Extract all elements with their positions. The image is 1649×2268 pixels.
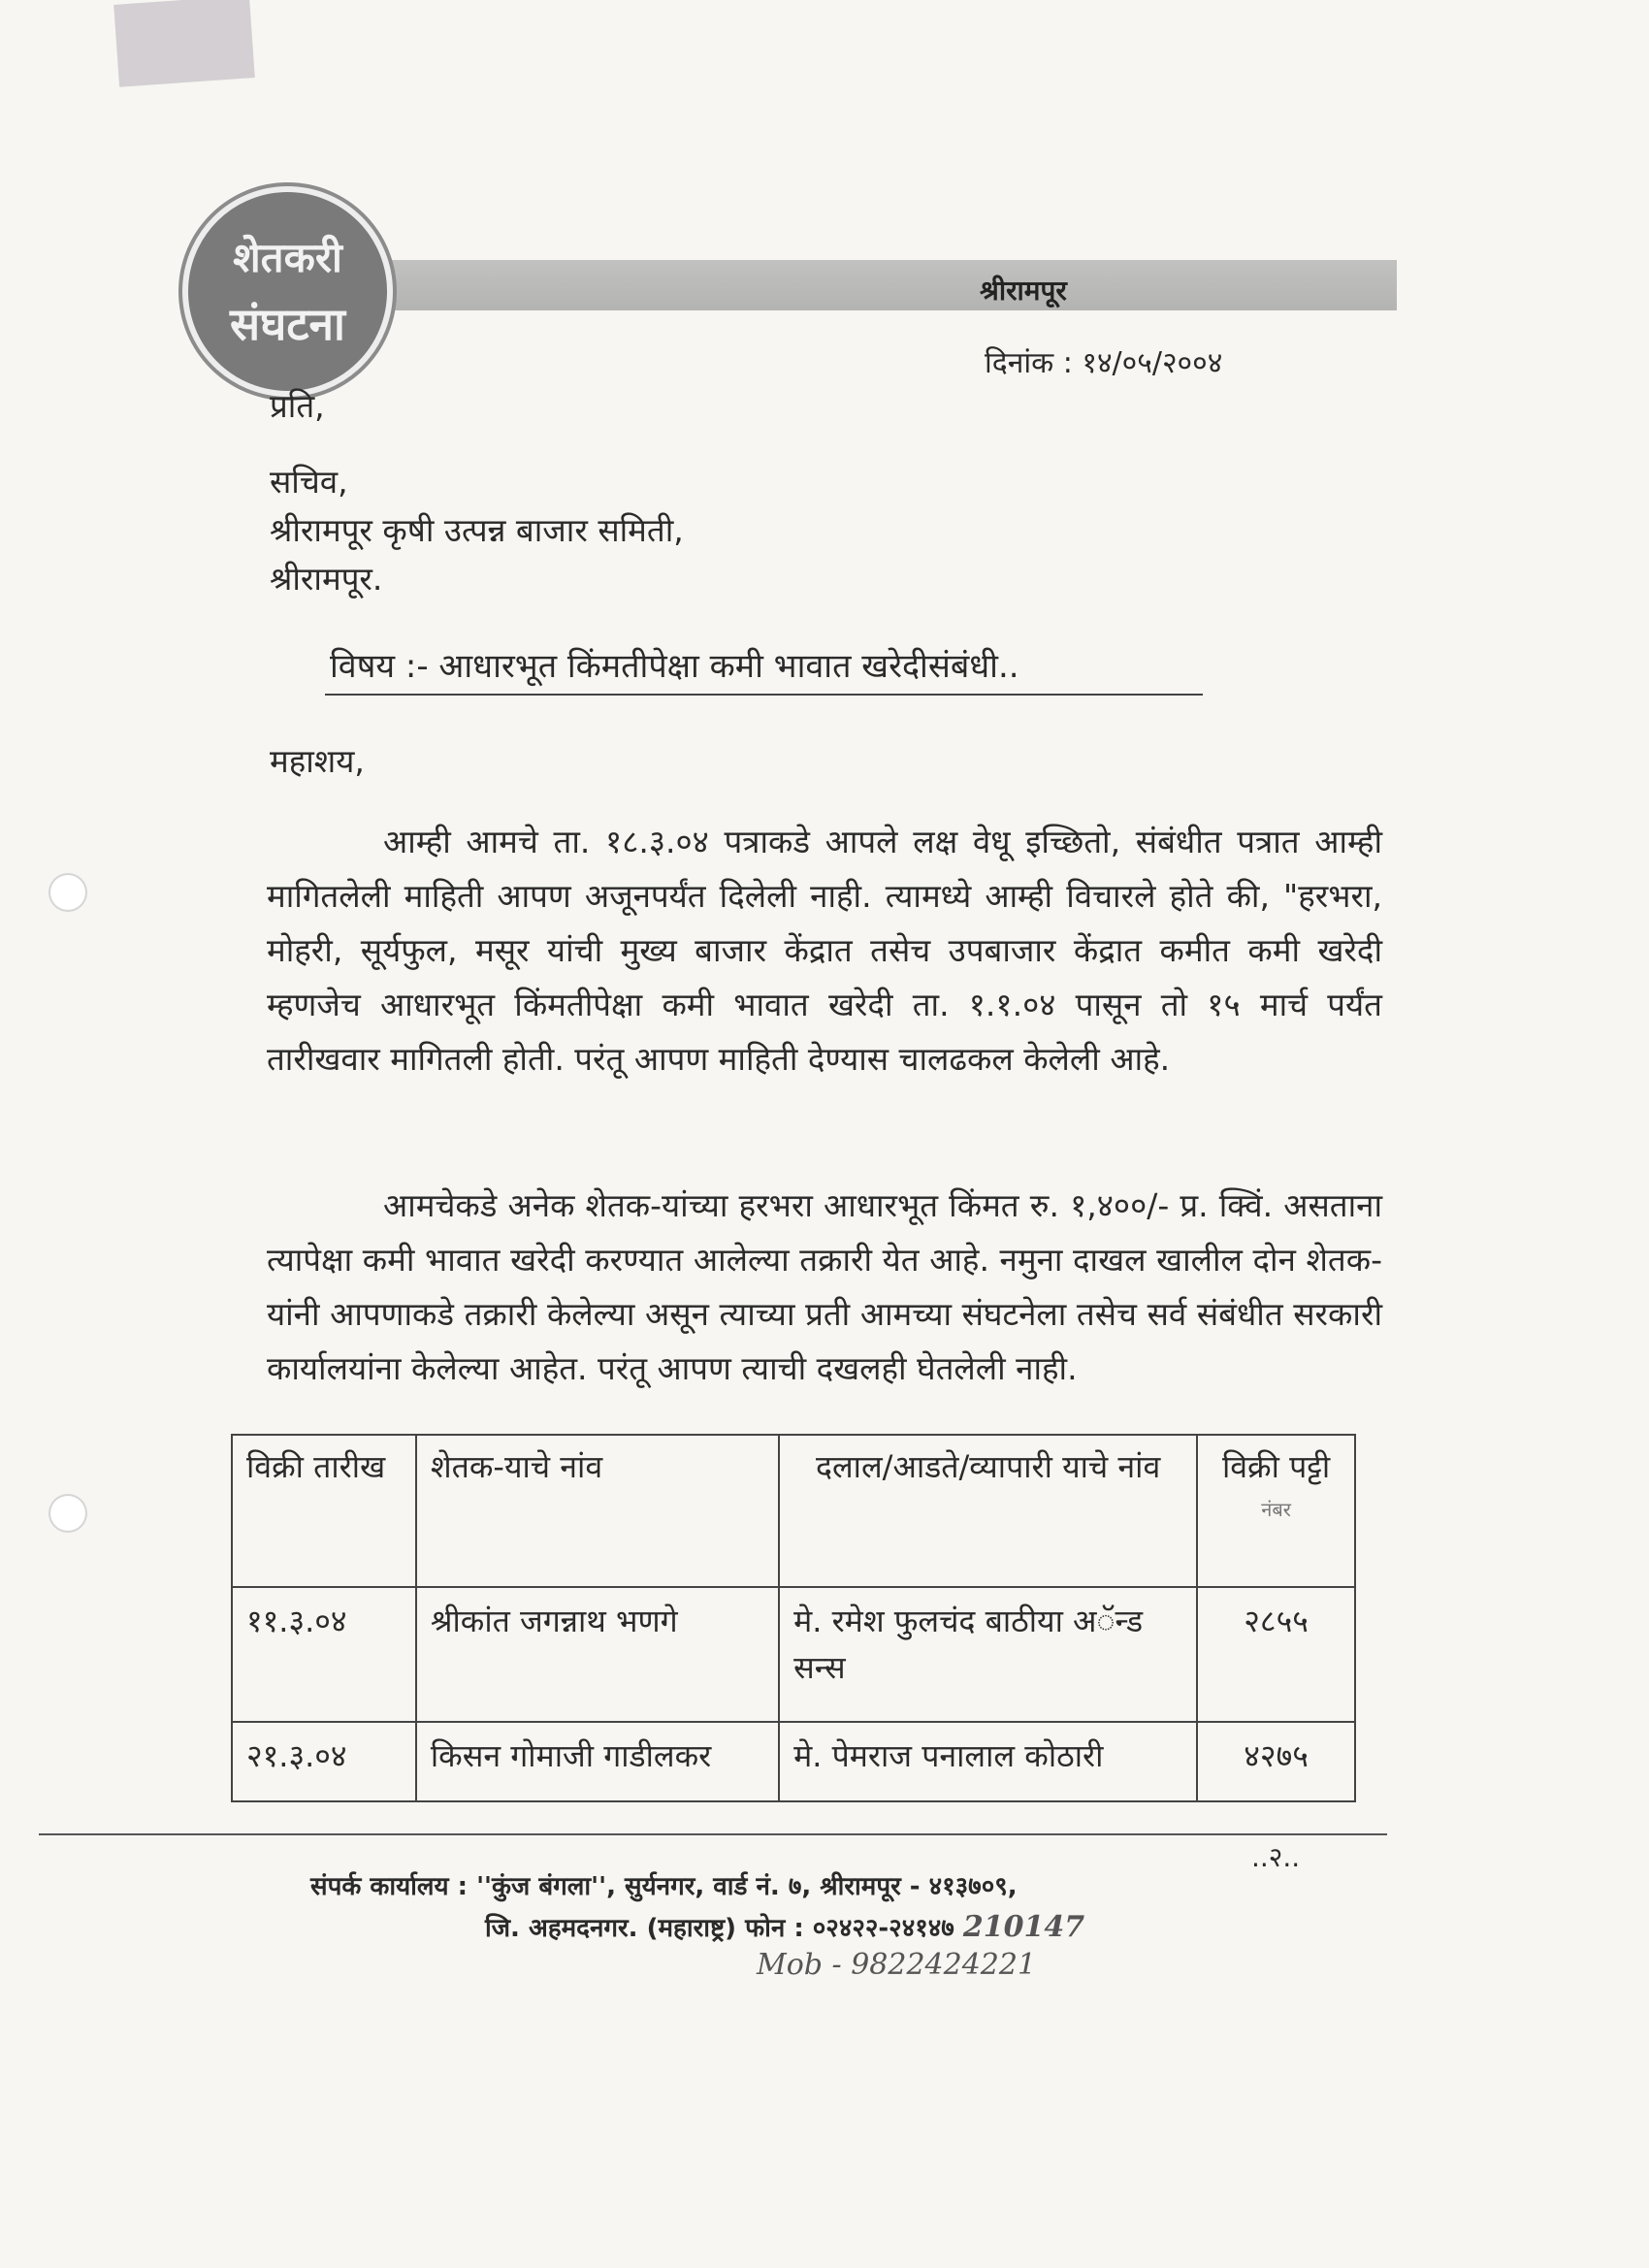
footer-address: संपर्क कार्यालय : ''कुंज बंगला'', सुर्यनगर, वार्ड नं. ७, श्रीरामपूर - ४१३७०९, [310, 1872, 1018, 1901]
sales-table [231, 1434, 1356, 1802]
header-receipt [1197, 1435, 1355, 1587]
footer-phone-printed: जि. अहमदनगर. (महाराष्ट्र) फोन : ०२४२२-२४१४७ [485, 1914, 954, 1943]
header-receipt-sub: नंबर [1261, 1498, 1291, 1521]
footer-phone [485, 1909, 1455, 1944]
table-header-row [232, 1435, 1355, 1587]
punch-hole [48, 873, 87, 912]
cell-farmer: श्रीकांत जगन्नाथ भणगे [416, 1587, 779, 1722]
adhesive-tape [113, 0, 255, 87]
letterhead-band [388, 260, 1397, 310]
letterhead-place: श्रीरामपूर [980, 275, 1067, 307]
table-row [232, 1587, 1355, 1722]
header-trader-name: दलाल/आडते/व्यापारी याचे नांव [779, 1435, 1197, 1587]
organization-seal-logo: शेतकरी संघटना [182, 186, 393, 397]
handwritten-mobile: Mob - 9822424221 [757, 1948, 1037, 1982]
letter-date: दिनांक : १४/०५/२००४ [985, 346, 1223, 380]
footer-divider [39, 1833, 1387, 1835]
recipient-org: श्रीरामपूर कृषी उत्पन्न बाजार समिती, [270, 511, 684, 549]
punch-hole [48, 1494, 87, 1533]
salutation: महाशय, [270, 742, 365, 780]
table-row [232, 1722, 1355, 1801]
cell-farmer: किसन गोमाजी गाडीलकर [416, 1722, 779, 1801]
body-paragraph-2: आमचेकडे अनेक शेतक-यांच्या हरभरा आधारभूत किंमत रु. १,४००/- प्र. क्विं. असताना त्यापेक्षा कमी भावात खरेदी करण्यात आलेल्या तक्रारी येत आहे. नमुना दाखल खालील दोन शेतक-यांनी आपणाकडे तक्रारी केलेल्या असून त्याच्या प्रती आमच्या संघटनेला तसेच सर्व संबंधीत सरकारी कार्यालयांना केलेल्या आहेत. परंतू आपण त्याची दखलही घेतलेली नाही. [267, 1186, 1382, 1387]
continued-marker: ..२.. [1251, 1841, 1301, 1873]
cell-trader: मे. पेमराज पनालाल कोठारी [779, 1722, 1197, 1801]
header-receipt-label: विक्री पट्टी [1221, 1448, 1331, 1485]
body-paragraph-1: आम्ही आमचे ता. १८.३.०४ पत्राकडे आपले लक्ष वेधू इच्छितो, संबंधीत पत्रात आम्ही मागितलेली माहिती आपण अजूनपर्यंत दिलेली नाही. त्यामध्ये आम्ही विचारले होते की, "हरभरा, मोहरी, सूर्यफुल, मसूर यांची मुख्य बाजार केंद्रात तसेच उपबाजार केंद्रात कमीत कमी खरेदी म्हणजेच आधारभूत किंमतीपेक्षा कमी भावात खरेदी ता. १.१.०४ पासून तो १५ मार्च पर्यंत तारीखवार मागितली होती. परंतू आपण माहिती देण्यास चालढकल केलेली आहे. [267, 823, 1382, 1078]
cell-date: २१.३.०४ [232, 1722, 416, 1801]
header-sale-date: विक्री तारीख [232, 1435, 416, 1587]
handwritten-phone: 210147 [962, 1910, 1085, 1944]
recipient-designation: सचिव, [270, 463, 348, 501]
letter-subject: विषय :- आधारभूत किंमतीपेक्षा कमी भावात खरेदीसंबंधी.. [330, 647, 1019, 686]
cell-date: ११.३.०४ [232, 1587, 416, 1722]
cell-trader: मे. रमेश फुलचंद बाठीया अॅन्ड सन्स [779, 1587, 1197, 1722]
header-farmer-name: शेतक-याचे नांव [416, 1435, 779, 1587]
recipient-to: प्रति, [270, 387, 325, 425]
cell-receipt: ४२७५ [1197, 1722, 1355, 1801]
subject-underline [325, 694, 1203, 696]
cell-receipt: २८५५ [1197, 1587, 1355, 1722]
recipient-city: श्रीरामपूर. [270, 560, 383, 598]
